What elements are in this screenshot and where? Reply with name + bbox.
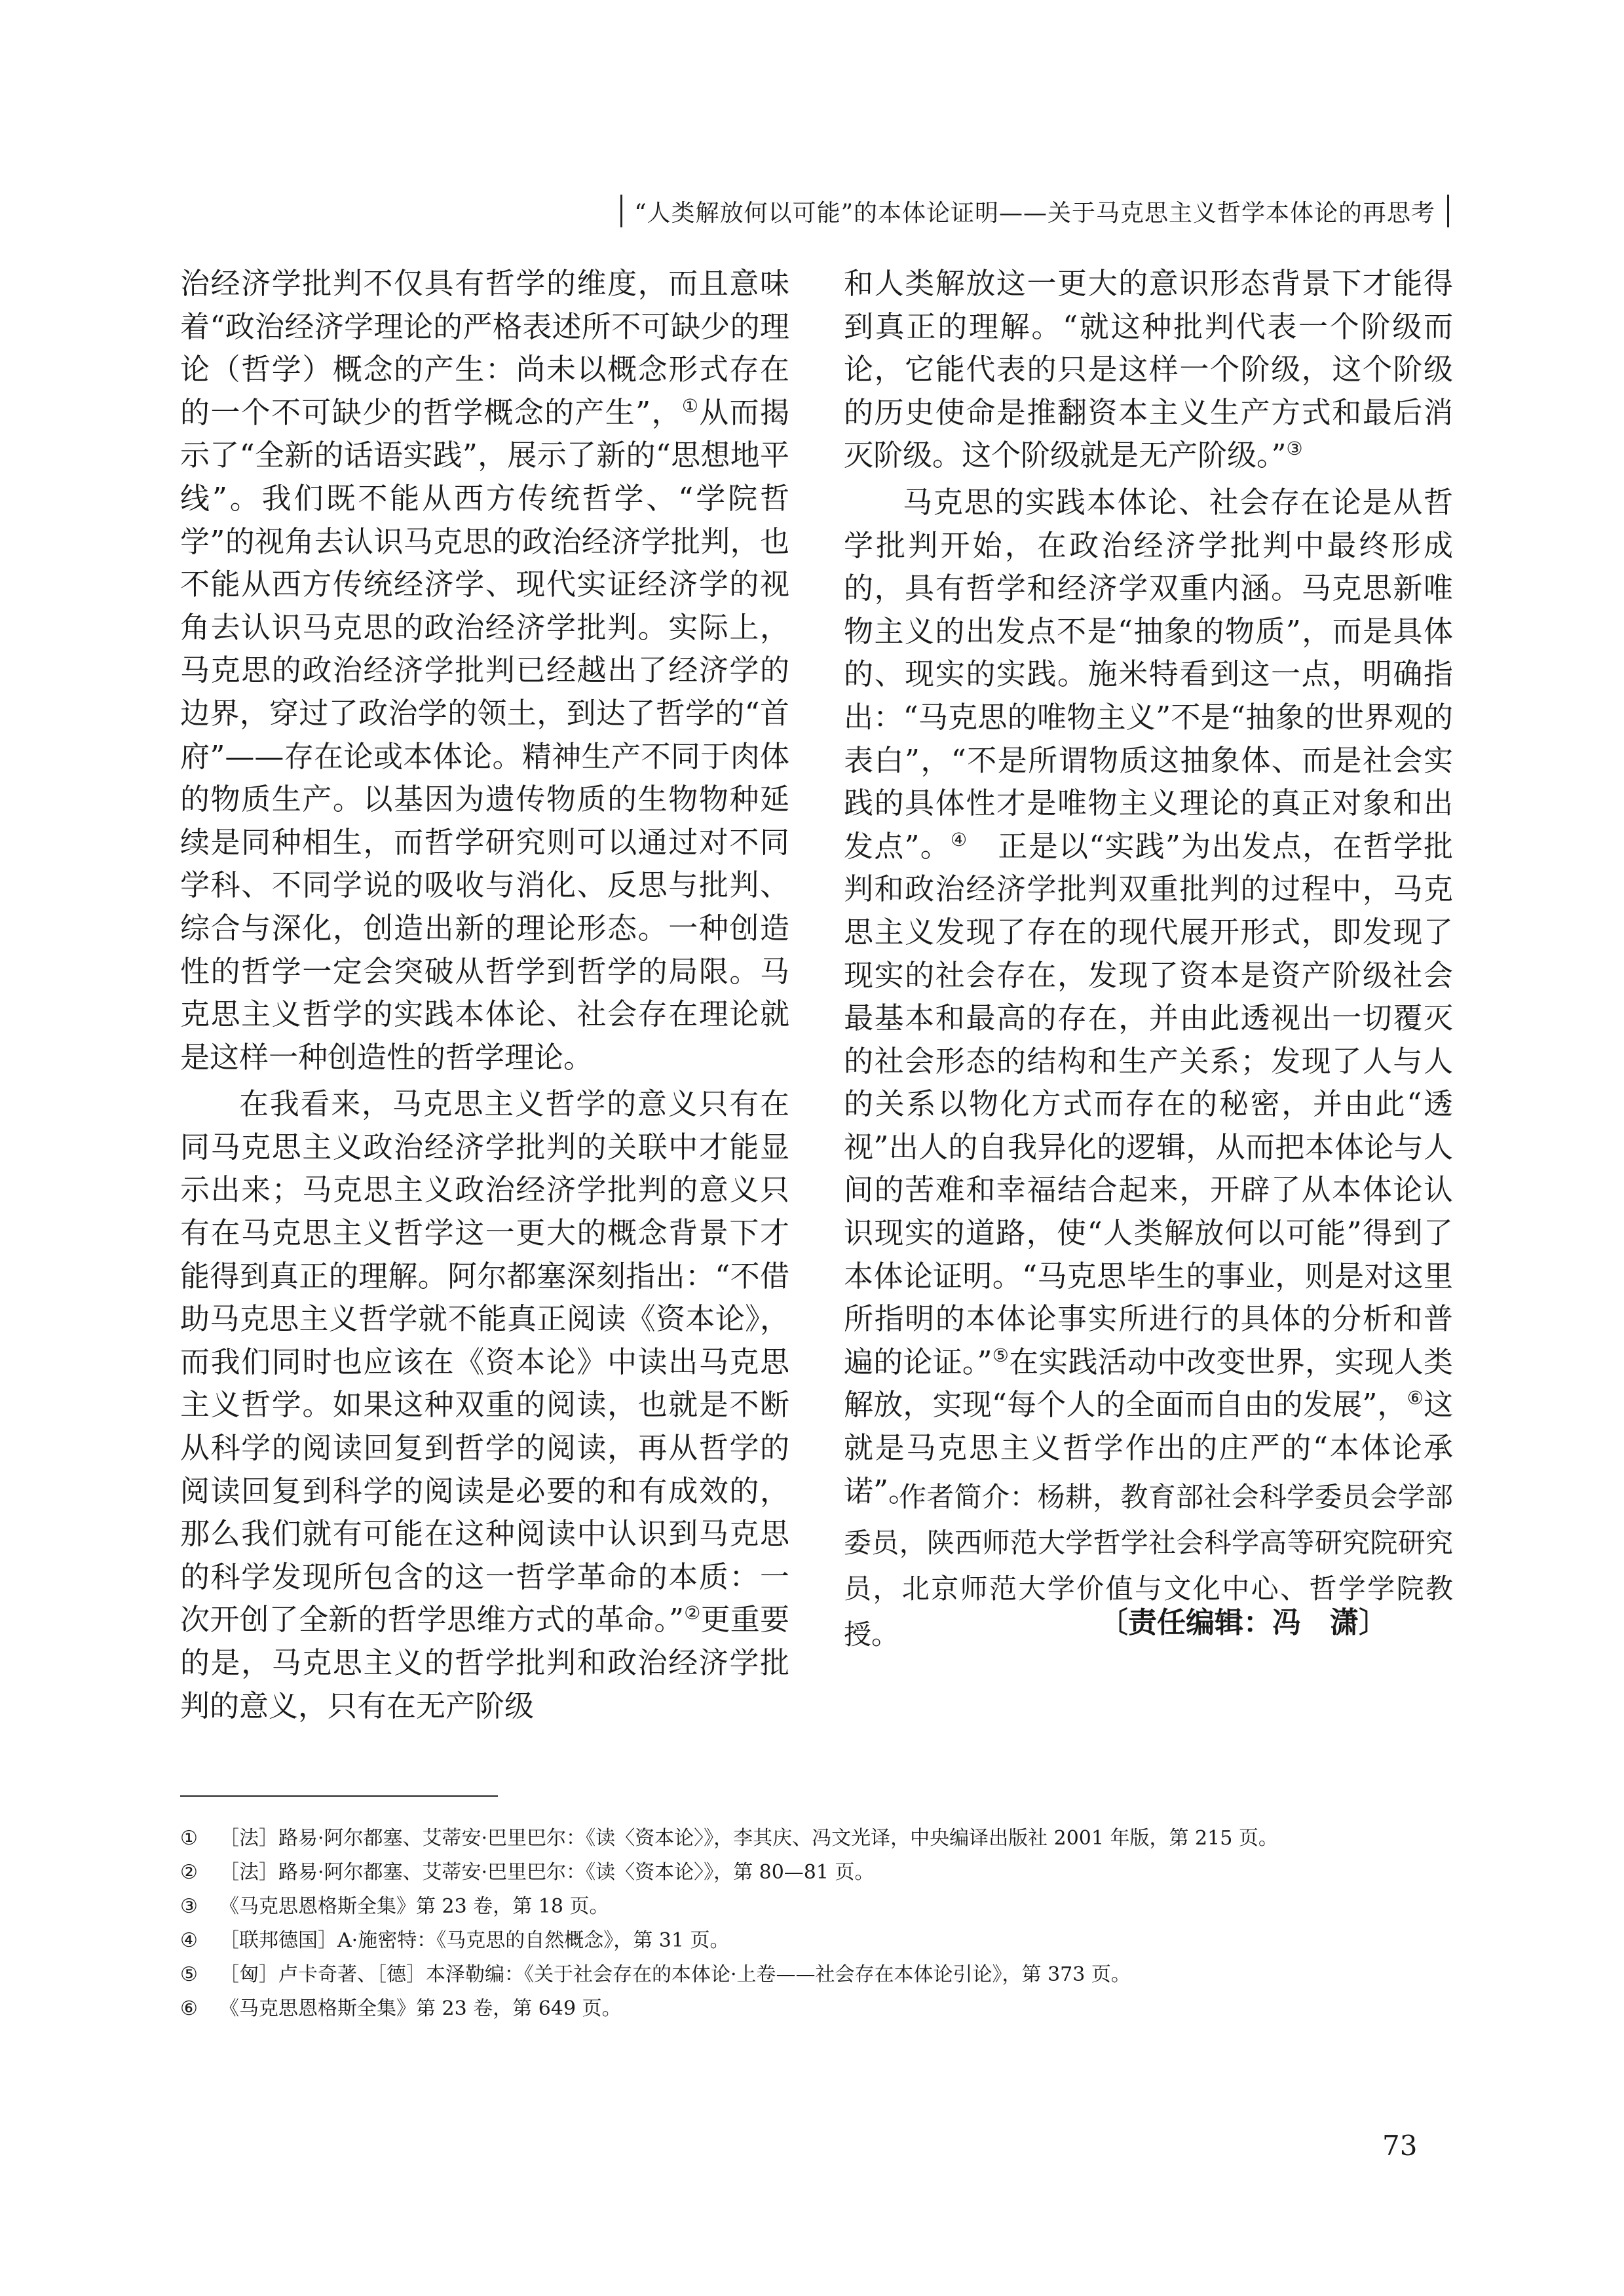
footnote-item bbox=[180, 1924, 1425, 1958]
footnote-ref-2[interactable]: ② bbox=[684, 1602, 701, 1624]
footnote-mark: ③ bbox=[180, 1895, 198, 1918]
footnote-item bbox=[180, 1822, 1425, 1856]
right-paragraph-2: 马克思的实践本体论、社会存在论是从哲学批判开始，在政治经济学批判中最终形成的，具有哲学和经济学双重内涵。马克思新唯物主义的出发点不是“抽象的物质”，而是具体的、现实的实践。施米特看到这一点，明确指出：“马克思的唯物主义”不是“抽象的世界观的表白”，“不是所谓物质这抽象体、而是社会实践的具体性才是唯物主义理论的真正对象和出发点”。④ 正是以“实践”为出发点，在哲学批判和政治经济学批判双重批判的过程中，马克思主义发现了存在的现代展开形式，即发现了现实的社会存在，发现了资本是资产阶级社会最基本和最高的存在，并由此透视出一切覆灭的社会形态的结构和生产关系；发现了人与人的关系以物化方式而存在的秘密，并由此“透视”出人的自我异化的逻辑，从而把本体论与人间的苦难和幸福结合起来，开辟了从本体论认识现实的道路，使“人类解放何以可能”得到了本体论证明。“马克思毕生的事业，则是对这里所指明的本体论事实所进行的具体的分析和普遍的论证。”⑤在实践活动中改变世界，实现人类解放，实现“每个人的全面而自由的发展”，⑥这就是马克思主义哲学作出的庄严的“本体论承诺”。 bbox=[844, 484, 1454, 1508]
footnote-ref-4[interactable]: ④ bbox=[950, 828, 968, 851]
footnote-divider bbox=[180, 1795, 498, 1797]
running-title: “人类解放何以可能”的本体论证明——关于马克思主义哲学本体论的再思考 bbox=[634, 199, 1435, 227]
left-paragraph-2: 在我看来，马克思主义哲学的意义只有在同马克思主义政治经济学批判的关联中才能显示出来；马克思主义政治经济学批判的意义只有在马克思主义哲学这一更大的概念背景下才能得到真正的理解。阿尔都塞深刻指出：“不借助马克思主义哲学就不能真正阅读《资本论》，而我们同时也应该在《资本论》中读出马克思主义哲学。如果这种双重的阅读，也就是不断从科学的阅读回复到哲学的阅读，再从哲学的阅读回复到科学的阅读是必要的和有成效的，那么我们就有可能在这种阅读中认识到马克思的科学发现所包含的这一哲学革命的本质：一次开创了全新的哲学思维方式的革命。”②更重要的是，马克思主义的哲学批判和政治经济学批判的意义，只有在无产阶级 bbox=[180, 1086, 789, 1723]
footnote-ref-3[interactable]: ③ bbox=[1286, 438, 1303, 460]
footnote-item bbox=[180, 1992, 1425, 2026]
footnote-text: 《马克思恩格斯全集》第 23 卷，第 18 页。 bbox=[219, 1895, 609, 1918]
left-paragraph-1: 治经济学批判不仅具有哲学的维度，而且意味着“政治经济学理论的严格表述所不可缺少的理论（哲学）概念的产生：尚未以概念形式存在的一个不可缺少的哲学概念的产生”，①从而揭示了“全新的话语实践”，展示了新的“思想地平线”。我们既不能从西方传统哲学、“学院哲学”的视角去认识马克思的政治经济学批判，也不能从西方传统经济学、现代实证经济学的视角去认识马克思的政治经济学批判。实际上，马克思的政治经济学批判已经越出了经济学的边界，穿过了政治学的领土，到达了哲学的“首府”——存在论或本体论。精神生产不同于肉体的物质生产。以基因为遗传物质的生物物种延续是同种相生，而哲学研究则可以通过对不同学科、不同学说的吸收与消化、反思与批判、综合与深化，创造出新的理论形态。一种创造性的哲学一定会突破从哲学到哲学的局限。马克思主义哲学的实践本体论、社会存在理论就是这样一种创造性的哲学理论。 bbox=[180, 266, 789, 1075]
author-bio-text: 作者简介：杨耕，教育部社会科学委员会学部委员，陕西师范大学哲学社会科学高等研究院研究员，北京师范大学价值与文化中心、哲学学院教授。 bbox=[844, 1481, 1453, 1651]
footnote-text: ［法］路易·阿尔都塞、艾蒂安·巴里巴尔：《读〈资本论〉》，李其庆、冯文光译，中央编译出版社 2001 年版，第 215 页。 bbox=[219, 1827, 1278, 1850]
footnote-item bbox=[180, 1958, 1425, 1992]
right-column bbox=[844, 262, 1453, 1512]
footnote-mark: ④ bbox=[180, 1929, 198, 1952]
footnote-item bbox=[180, 1856, 1425, 1890]
right-paragraph-1: 和人类解放这一更大的意识形态背景下才能得到真正的理解。“就这种批判代表一个阶级而论，它能代表的只是这样一个阶级，这个阶级的历史使命是推翻资本主义生产方式和最后消灭阶级。这个阶级就是无产阶级。”③ bbox=[844, 266, 1453, 473]
header-right-bar bbox=[1447, 195, 1449, 227]
footnote-item bbox=[180, 1890, 1425, 1924]
footnote-mark: ⑤ bbox=[180, 1963, 198, 1986]
footnote-ref-1[interactable]: ① bbox=[681, 394, 700, 417]
header-left-bar bbox=[620, 195, 622, 227]
footnote-mark: ① bbox=[180, 1827, 198, 1850]
footnote-ref-6[interactable]: ⑥ bbox=[1407, 1387, 1424, 1409]
footnotes bbox=[180, 1822, 1425, 2026]
footnote-text: 《马克思恩格斯全集》第 23 卷，第 649 页。 bbox=[219, 1997, 622, 2020]
footnote-text: ［联邦德国］A·施密特：《马克思的自然概念》，第 31 页。 bbox=[219, 1929, 730, 1952]
footnote-text: ［匈］卢卡奇著、［德］本泽勒编：《关于社会存在的本体论·上卷——社会存在本体论引论》，第 373 页。 bbox=[219, 1963, 1131, 1986]
footnote-text: ［法］路易·阿尔都塞、艾蒂安·巴里巴尔：《读〈资本论〉》，第 80—81 页。 bbox=[219, 1861, 875, 1884]
footnote-ref-5[interactable]: ⑤ bbox=[992, 1344, 1010, 1366]
page-number: 73 bbox=[1382, 2130, 1418, 2162]
footnote-mark: ② bbox=[180, 1861, 198, 1884]
left-column bbox=[180, 262, 789, 1727]
running-header bbox=[590, 191, 1461, 231]
footnote-mark: ⑥ bbox=[180, 1997, 198, 2020]
responsible-editor: 〔责任编辑：冯 潇〕 bbox=[1099, 1606, 1388, 1639]
